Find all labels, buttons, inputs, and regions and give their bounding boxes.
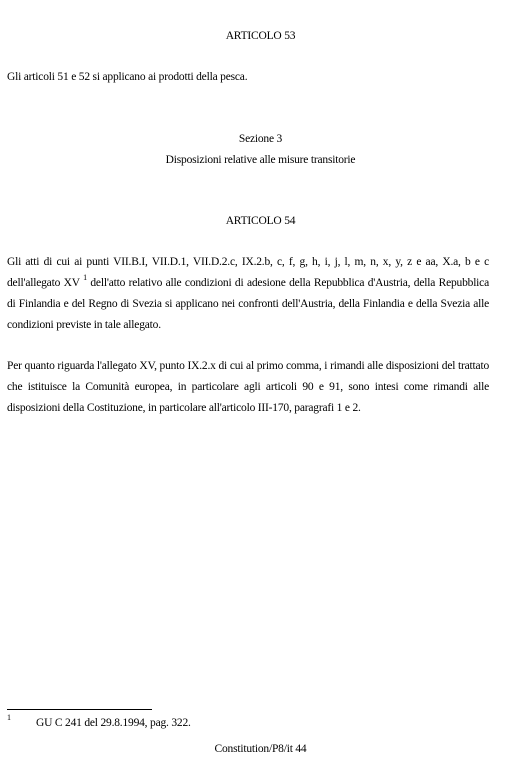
- article-54-paragraph-1: [7, 252, 489, 336]
- article-54-paragraph-2: Per quanto riguarda l'allegato XV, punto IX.2.x di cui al primo comma, i rimandi alle disposizioni del trattato che istituisce la Comunità europea, in particolare agli articoli 90 e 91, sono intesi come rimandi alle disposizioni della Costituzione, in particolare all'articolo III-170, paragrafi 1 e 2.: [7, 360, 489, 414]
- footnote-number: 1: [7, 713, 11, 722]
- article-54-heading: ARTICOLO 54: [225, 215, 296, 227]
- article-53-heading: ARTICOLO 53: [225, 30, 296, 42]
- paragraph-1-text-end: dell'atto relativo alle condizioni di adesione della Repubblica d'Austria, della Repubblica di Finlandia e del Regno di Svezia si applicano nei confronti dell'Austria, della Finlandia e della Svezia alle condizioni previste in tale allegato.: [7, 277, 489, 331]
- section-subtitle: Disposizioni relative alle misure transitorie: [165, 154, 356, 166]
- paragraph-1-text-start: Gli atti di cui ai punti VII.B.I, VII.D.1, VII.D.2.c, IX.2.b, c, f, g, h, i, j, l, m, n, x, y, z e aa, X.a, b e c dell'allegato XV: [7, 256, 489, 289]
- footnote-text: GU C 241 del 29.8.1994, pag. 322.: [36, 717, 191, 729]
- article-53-text: Gli articoli 51 e 52 si applicano ai prodotti della pesca.: [7, 71, 248, 83]
- section-title: Sezione 3: [238, 133, 283, 145]
- page-footer: Constitution/P8/it 44: [214, 743, 307, 755]
- footnote-reference: 1: [83, 273, 87, 282]
- footnote-separator: [7, 709, 152, 710]
